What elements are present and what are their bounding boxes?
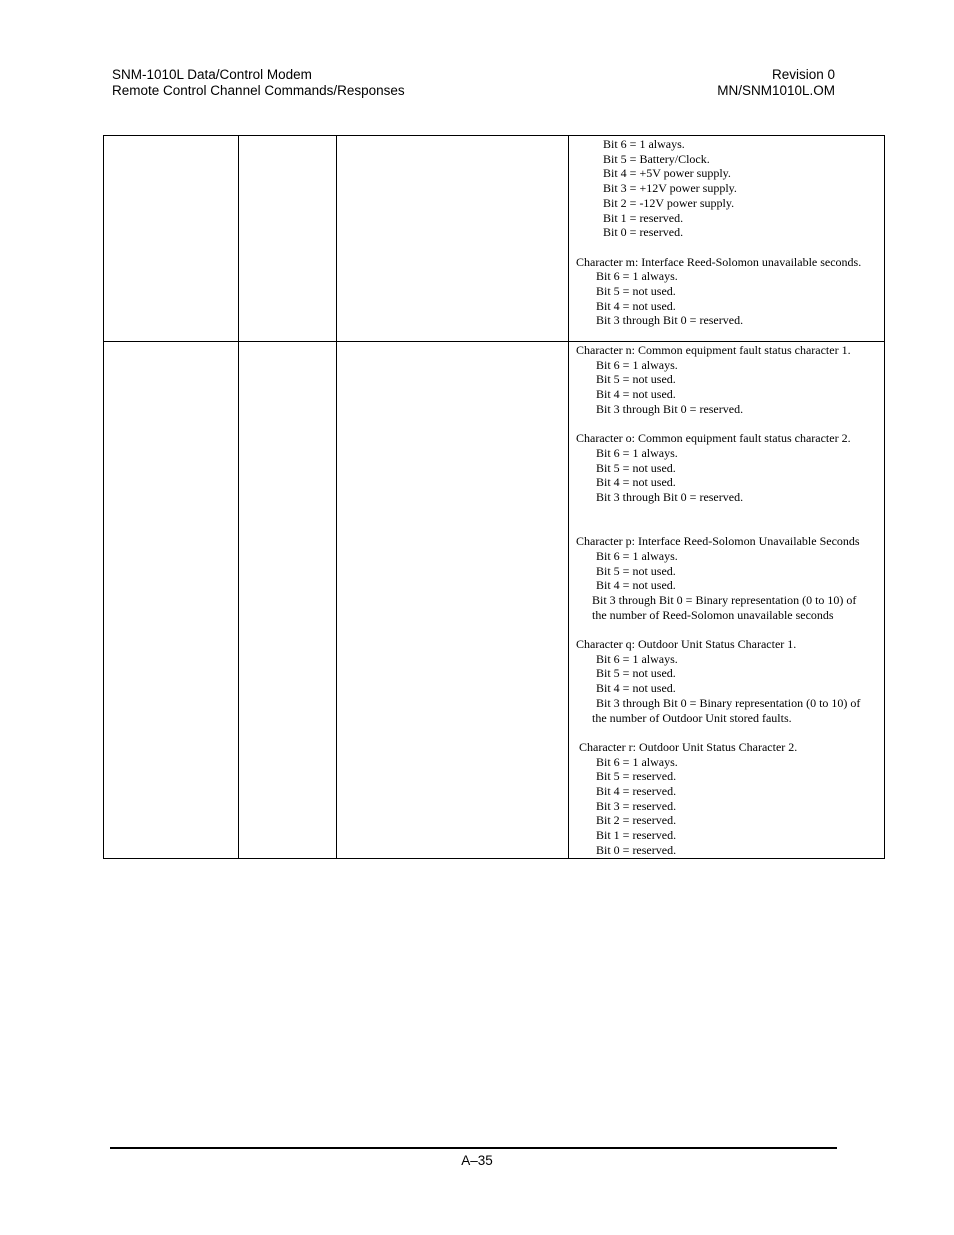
table-cell <box>239 136 337 342</box>
desc-line: Bit 4 = not used. <box>596 578 676 593</box>
character-heading: Character m: Interface Reed-Solomon unavailable seconds. <box>576 254 862 269</box>
document-number: MN/SNM1010L.OM <box>717 83 835 98</box>
desc-line: Bit 6 = 1 always. <box>596 445 678 460</box>
desc-line: Bit 5 = not used. <box>596 666 676 681</box>
desc-line: Bit 0 = reserved. <box>596 842 677 857</box>
desc-line: Bit 4 = not used. <box>596 475 676 490</box>
desc-line: Bit 6 = 1 always. <box>596 357 678 372</box>
document-header-left <box>112 67 405 99</box>
page-number: A–35 <box>461 1153 493 1168</box>
desc-line: Bit 3 through Bit 0 = reserved. <box>596 490 744 505</box>
desc-line: Bit 5 = reserved. <box>596 769 677 784</box>
document-header-right <box>717 67 835 99</box>
desc-line: Bit 1 = reserved. <box>603 210 684 225</box>
desc-line: Bit 3 through Bit 0 = reserved. <box>596 313 744 328</box>
desc-line <box>576 417 878 432</box>
desc-line: Bit 0 = reserved. <box>603 225 684 240</box>
footer-divider <box>110 1147 837 1149</box>
desc-line: Bit 3 = reserved. <box>596 798 677 813</box>
character-heading: Character p: Interface Reed-Solomon Unavailable Seconds <box>576 534 860 549</box>
desc-line: the number of Reed-Solomon unavailable seconds <box>592 607 834 622</box>
desc-line <box>576 240 878 255</box>
desc-line <box>576 622 878 637</box>
desc-line: Bit 2 = -12V power supply. <box>603 195 735 210</box>
desc-line: Bit 3 = +12V power supply. <box>603 181 737 196</box>
desc-line: Bit 5 = not used. <box>596 284 676 299</box>
desc-line: the number of Outdoor Unit stored faults. <box>592 710 792 725</box>
document-section: Remote Control Channel Commands/Responses <box>112 83 405 98</box>
desc-line: Bit 2 = reserved. <box>596 813 677 828</box>
desc-line: Bit 4 = reserved. <box>596 784 677 799</box>
desc-line: Bit 4 = not used. <box>596 298 676 313</box>
table-cell <box>337 136 569 342</box>
desc-line: Bit 6 = 1 always. <box>596 548 678 563</box>
character-heading: Character o: Common equipment fault status character 2. <box>576 431 851 446</box>
desc-line: Bit 3 through Bit 0 = Binary representation (0 to 10) of <box>592 592 857 607</box>
table-cell <box>239 342 337 859</box>
desc-line: Bit 5 = not used. <box>596 563 676 578</box>
desc-line: Bit 5 = not used. <box>596 372 676 387</box>
document-title: SNM-1010L Data/Control Modem <box>112 67 312 82</box>
desc-line: Bit 3 through Bit 0 = Binary representation (0 to 10) of <box>596 695 861 710</box>
desc-line: Bit 6 = 1 always. <box>596 269 678 284</box>
desc-line: Bit 5 = not used. <box>596 460 676 475</box>
table-cell <box>104 136 239 342</box>
desc-line <box>576 725 878 740</box>
command-table <box>103 135 885 859</box>
desc-line <box>576 519 878 534</box>
desc-line: Bit 4 = +5V power supply. <box>603 166 731 181</box>
desc-line: Bit 4 = not used. <box>596 387 676 402</box>
desc-line: Bit 4 = not used. <box>596 681 676 696</box>
desc-line: Bit 5 = Battery/Clock. <box>603 151 710 166</box>
character-heading: Character r: Outdoor Unit Status Character 2. <box>579 739 798 754</box>
desc-line: Bit 6 = 1 always. <box>603 137 685 151</box>
table-row <box>104 136 885 342</box>
character-heading: Character n: Common equipment fault status character 1. <box>576 343 851 357</box>
description-cell <box>569 342 885 859</box>
table-cell <box>337 342 569 859</box>
table-cell <box>104 342 239 859</box>
desc-line: Bit 3 through Bit 0 = reserved. <box>596 401 744 416</box>
desc-line: Bit 1 = reserved. <box>596 828 677 843</box>
revision-label: Revision 0 <box>771 67 835 82</box>
description-cell <box>569 136 885 342</box>
desc-line: Bit 6 = 1 always. <box>596 754 678 769</box>
character-heading: Character q: Outdoor Unit Status Character 1. <box>576 637 797 651</box>
desc-line: Bit 6 = 1 always. <box>596 651 678 666</box>
desc-line <box>576 505 878 520</box>
table-row <box>104 342 885 859</box>
